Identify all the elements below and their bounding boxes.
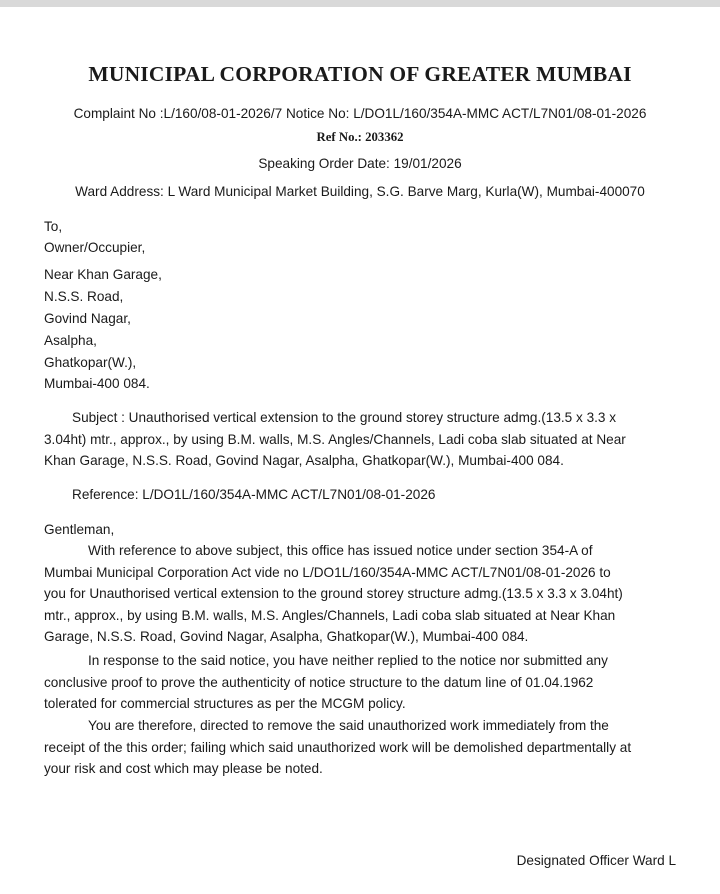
speaking-order-date: Speaking Order Date: 19/01/2026 bbox=[258, 156, 462, 171]
reference-line: Reference: L/DO1L/160/354A-MMC ACT/L7N01/08-01-2026 bbox=[72, 487, 436, 502]
subject-block bbox=[44, 407, 684, 472]
to-label: To, bbox=[44, 219, 63, 234]
top-border bbox=[0, 0, 720, 7]
body-line: In response to the said notice, you have neither replied to the notice nor submitted any bbox=[88, 653, 608, 668]
subject-line: Subject : Unauthorised vertical extension to the ground storey structure admg.(13.5 x 3.3 x bbox=[72, 410, 617, 425]
body-line: tolerated for commercial structures as per the MCGM policy. bbox=[44, 696, 406, 711]
address-line: N.S.S. Road, bbox=[44, 289, 124, 304]
address-line: Ghatkopar(W.), bbox=[44, 355, 137, 370]
subject-line: 3.04ht) mtr., approx., by using B.M. walls, M.S. Angles/Channels, Ladi coba slab situated at Near bbox=[44, 431, 626, 447]
owner-label: Owner/Occupier, bbox=[44, 240, 146, 255]
body-paragraph-1 bbox=[44, 540, 684, 648]
salutation: Gentleman, bbox=[44, 522, 115, 537]
address-line: Asalpha, bbox=[44, 333, 97, 348]
address-line: Mumbai-400 084. bbox=[44, 376, 150, 391]
complaint-notice-line: Complaint No :L/160/08-01-2026/7 Notice No: L/DO1L/160/354A-MMC ACT/L7N01/08-01-2026 bbox=[73, 106, 647, 121]
body-line: You are therefore, directed to remove the said unauthorized work immediately from the bbox=[88, 718, 609, 733]
body-line: Mumbai Municipal Corporation Act vide no L/DO1L/160/354A-MMC ACT/L7N01/08-01-2026 to bbox=[44, 564, 611, 580]
body-line: you for Unauthorised vertical extension to the ground storey structure admg.(13.5 x 3.3 x 3.04ht) bbox=[44, 586, 623, 601]
body-line: receipt of the this order; failing which said unauthorized work will be demolished departmentally at bbox=[44, 739, 632, 755]
body-paragraph-2 bbox=[44, 650, 684, 715]
signature-line: Designated Officer Ward L bbox=[516, 853, 676, 868]
ref-number: Ref No.: 203362 bbox=[316, 130, 404, 144]
body-line: your risk and cost which may please be noted. bbox=[44, 761, 323, 776]
ward-address: Ward Address: L Ward Municipal Market Building, S.G. Barve Marg, Kurla(W), Mumbai-400070 bbox=[75, 184, 645, 199]
address-line: Near Khan Garage, bbox=[44, 267, 162, 282]
document-title: MUNICIPAL CORPORATION OF GREATER MUMBAI bbox=[88, 62, 632, 86]
body-paragraph-3 bbox=[44, 715, 684, 780]
body-line: mtr., approx., by using B.M. walls, M.S. Angles/Channels, Ladi coba slab situated at Near Khan bbox=[44, 607, 616, 623]
subject-line: Khan Garage, N.S.S. Road, Govind Nagar, Asalpha, Ghatkopar(W.), Mumbai-400 084. bbox=[44, 453, 564, 468]
body-line: Garage, N.S.S. Road, Govind Nagar, Asalpha, Ghatkopar(W.), Mumbai-400 084. bbox=[44, 629, 529, 644]
address-line: Govind Nagar, bbox=[44, 311, 131, 326]
body-line: With reference to above subject, this office has issued notice under section 354-A of bbox=[88, 543, 593, 558]
body-line: conclusive proof to prove the authenticity of notice structure to the datum line of 01.04.1962 bbox=[44, 674, 594, 690]
